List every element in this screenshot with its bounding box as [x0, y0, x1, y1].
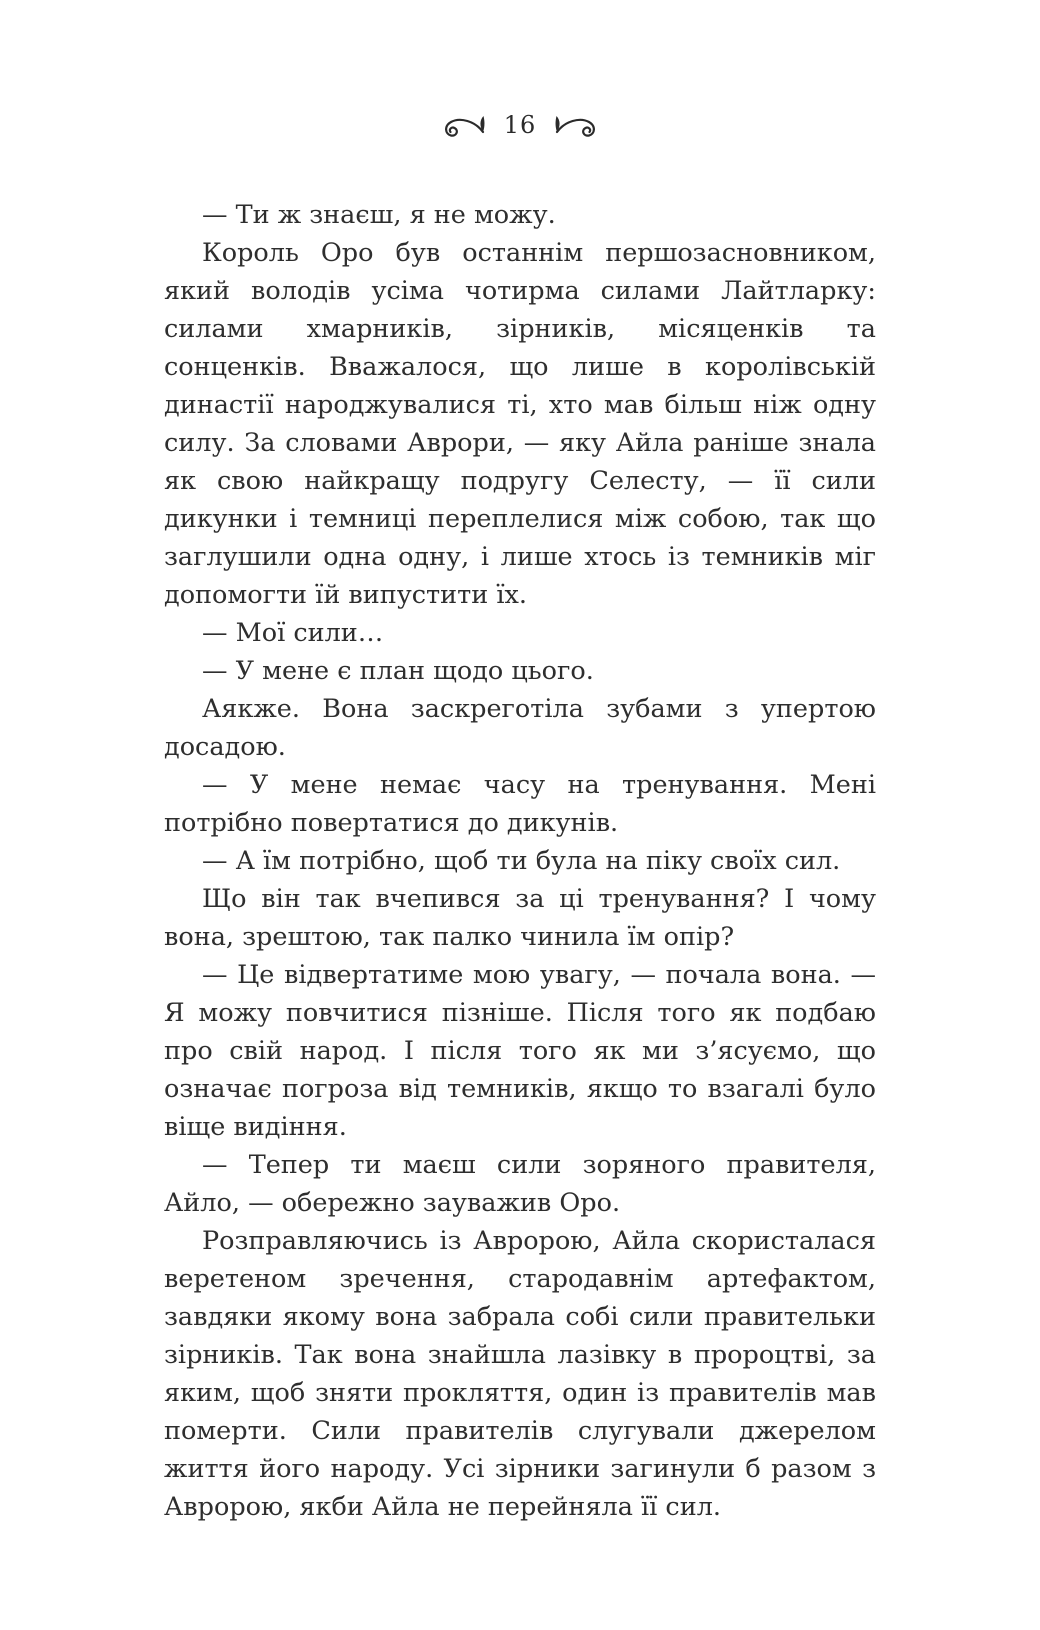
paragraph: — У мене немає часу на тренування. Мені потрібно повертатися до дикунів.	[164, 770, 876, 838]
paragraph: — Це відвертатиме мою увагу, — почала вона. — Я можу повчитися пізніше. Після того як подбаю про свій народ. І після того як ми з’ясуємо, що означає погроза від темників, якщо то взагалі було віще видіння.	[164, 960, 876, 1142]
paragraph: — Ти ж знаєш, я не можу.	[202, 200, 556, 230]
paragraph: — Мої сили…	[202, 618, 384, 648]
page-header	[0, 0, 1040, 142]
paragraph: — А їм потрібно, щоб ти була на піку своїх сил.	[202, 846, 841, 876]
floral-flourish-right-icon	[554, 113, 602, 141]
text-block	[164, 196, 876, 1526]
page-number: 16	[503, 111, 537, 139]
paragraph: Що він так вчепився за ці тренування? І чому вона, зрештою, так палко чинила їм опір?	[164, 884, 876, 952]
paragraph: Король Оро був останнім першозасновником, який володів усіма чотирма силами Лайтларку: силами хмарників, зірників, місяценків та сонценків. Вважалося, що лише в королівській династії народжувалися ті, хто мав більш ніж одну силу. За словами Аврори, — яку Айла раніше знала як свою найкращу подругу Селесту, — її сили дикунки і темниці переплелися між собою, так що заглушили одна одну, і лише хтось із темників міг допомогти їй випустити їх.	[164, 238, 876, 610]
paragraph: Аякже. Вона заскреготіла зубами з упертою досадою.	[164, 694, 876, 762]
floral-flourish-left-icon	[438, 113, 486, 141]
paragraph: Розправляючись із Авророю, Айла скористалася веретеном зречення, стародавнім артефактом, завдяки якому вона забрала собі сили правительки зірників. Так вона знайшла лазівку в пророцтві, за яким, щоб зняти прокляття, один із правителів мав померти. Сили правителів слугували джерелом життя його народу. Усі зірники загинули б разом з Авророю, якби Айла не перейняла її сил.	[164, 1226, 876, 1522]
paragraph: — У мене є план щодо цього.	[202, 656, 594, 686]
paragraph: — Тепер ти маєш сили зоряного правителя, Айло, — обережно зауважив Оро.	[164, 1150, 876, 1218]
